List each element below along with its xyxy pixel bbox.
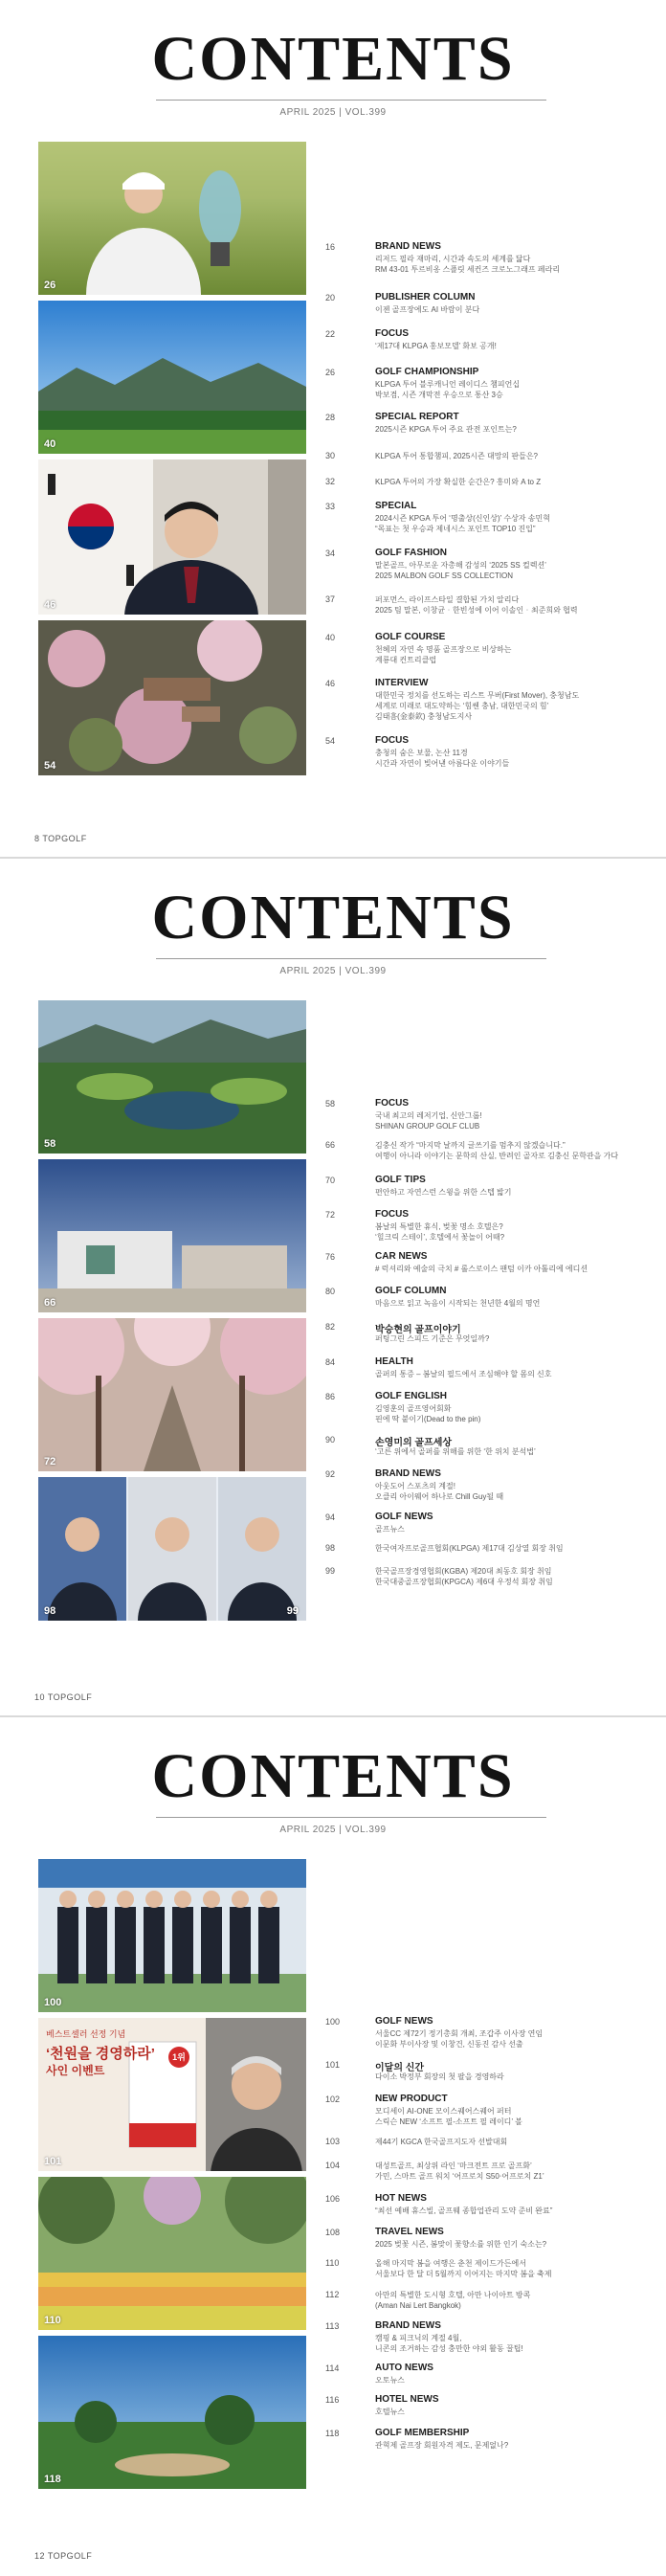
entry-page-number: 40 <box>325 633 336 642</box>
entry-line: 편안하고 자연스런 스윙을 위한 스텝 밟기 <box>375 1188 512 1197</box>
entry-line: 한국대중골프장협회(KPGCA) 제6대 우정석 회장 취임 <box>375 1578 553 1586</box>
page-footer: 8 TOPGOLF <box>34 834 87 843</box>
entry-category: 이달의 신간 <box>375 2063 425 2073</box>
entry-category: INTERVIEW <box>375 678 429 688</box>
entry-line: 오클리 아이웨어 하나로 Chill Guy될 때 <box>375 1492 504 1501</box>
entry-page-number: 118 <box>325 2429 340 2438</box>
entry-category: GOLF CHAMPIONSHIP <box>375 367 479 377</box>
entry-line: 핀에 딱 붙이기(Dead to the pin) <box>375 1415 481 1423</box>
entry-line: ‘힐크릭 스테이’, 호텔에서 꽃놀이 어때? <box>375 1233 505 1242</box>
entry-page-number: 80 <box>325 1287 336 1296</box>
photo-golf-resort-aerial[interactable] <box>38 1000 306 1154</box>
entry-line: 관혁제 골프장 회원자격 제도, 문제없나? <box>375 2441 509 2450</box>
entry-page-number: 90 <box>325 1435 336 1445</box>
entry-line: KLPGA 투어 통합챔피, 2025시즌 대망의 판들은? <box>375 452 539 460</box>
entry-category: GOLF MEMBERSHIP <box>375 2428 470 2438</box>
photo-museum-building[interactable] <box>38 1159 306 1312</box>
entry-line: 마음으로 읽고 녹음이 시작되는 천년한 4월의 명언 <box>375 1299 541 1308</box>
entry-line: 니콘의 조거하는 감성 충만한 야외 활동 꿀팁! <box>375 2344 523 2353</box>
photo-tulip-garden[interactable] <box>38 2177 306 2330</box>
photo-cherry-blossom-road[interactable] <box>38 1318 306 1471</box>
entry-category: PUBLISHER COLUMN <box>375 292 476 302</box>
entry-line: 국내 최고의 레저기업, 신안그룹! <box>375 1111 482 1120</box>
entry-line: 이문화 부이사장 및 이창건, 신동진 감사 선출 <box>375 2040 523 2049</box>
entry-category: BRAND NEWS <box>375 241 441 252</box>
entry-line: 골프뉴스 <box>375 1525 405 1534</box>
entry-line: 여행이 아니라 이야기는 문학의 산실, 반려인 골자로 김충신 문학관을 가다 <box>375 1152 619 1160</box>
entry-page-number: 100 <box>325 2017 341 2027</box>
photo-aerial-blossoms[interactable] <box>38 620 306 775</box>
entry-page-number: 37 <box>325 594 336 604</box>
entry-page-number: 30 <box>325 451 336 460</box>
entry-page-number: 20 <box>325 293 336 302</box>
entry-page-number: 114 <box>325 2363 340 2373</box>
photo-page-number: 72 <box>44 1456 56 1467</box>
entry-line: 세계로 미래로 대도약하는 ‘힘쎈 충남, 대한민국의 힘’ <box>375 702 549 710</box>
photo-golf-course[interactable] <box>38 301 306 454</box>
entry-line: 김태흠(金泰欽) 충청남도지사 <box>375 712 473 721</box>
entry-category: HOT NEWS <box>375 2193 427 2204</box>
entry-page-number: 26 <box>325 368 336 377</box>
contents-page-3 <box>0 1717 666 2574</box>
entry-line: # 럭셔리와 예술의 극치 # 롤스로이스 팬텀 이카 아톨리에 에디션 <box>375 1265 588 1273</box>
bestseller-badge: 1위 <box>168 2047 189 2068</box>
entry-category: GOLF ENGLISH <box>375 1391 447 1401</box>
photo-book-author[interactable] <box>38 2018 306 2171</box>
entry-line: 2025 벚꽃 시즌, 봄맞이 꽃향소를 위한 인기 숙소는? <box>375 2240 547 2249</box>
entry-category: 박승현의 골프이야기 <box>375 1325 461 1335</box>
entry-line: 2025 MALBON GOLF SS COLLECTION <box>375 571 514 580</box>
entry-page-number: 72 <box>325 1210 336 1220</box>
entry-page-number: 113 <box>325 2321 340 2331</box>
entry-line: 충청의 숨은 보물, 논산 11경 <box>375 749 468 757</box>
entry-line: 다이소 박정부 회장의 첫 팔을 경영하라 <box>375 2072 504 2081</box>
entry-page-number: 28 <box>325 413 336 422</box>
entry-line: 골퍼의 통증 – 봄날의 필드에서 조심해야 할 몸의 신호 <box>375 1370 552 1378</box>
issue-label: APRIL 2025 | VOL.399 <box>279 966 387 976</box>
entry-category: SPECIAL REPORT <box>375 412 459 422</box>
entry-page-number: 34 <box>325 549 336 558</box>
photo-golfer-trophy[interactable] <box>38 142 306 295</box>
entry-line: 천혜의 자연 속 명품 골프장으로 비상하는 <box>375 645 512 654</box>
entry-page-number: 54 <box>325 736 336 746</box>
entry-page-number: 92 <box>325 1469 336 1479</box>
entry-page-number: 82 <box>325 1322 336 1332</box>
entry-line: 김영훈의 골프영어회화 <box>375 1404 452 1413</box>
entry-line: “목표는 첫 우승과 제네시스 포인트 TOP10 진입” <box>375 525 536 533</box>
entry-page-number: 86 <box>325 1392 336 1401</box>
entry-line: 대한민국 정치를 선도하는 리스트 무버(First Mover), 충청남도 <box>375 691 580 700</box>
entry-line: 퍼팅그린 스피드 기준은 무엇일까? <box>375 1334 490 1343</box>
title-divider <box>156 958 546 959</box>
photo-page-number: 40 <box>44 438 56 450</box>
entry-category: BRAND NEWS <box>375 2320 441 2331</box>
entry-category: FOCUS <box>375 328 409 339</box>
entry-line: 올해 마지막 봄을 여행은 춘천 제이드가든에서 <box>375 2259 526 2268</box>
entry-category: FOCUS <box>375 1098 409 1109</box>
entry-line: 호텔뉴스 <box>375 2408 405 2416</box>
entry-page-number: 32 <box>325 477 336 486</box>
photo-page-number: 101 <box>44 2156 62 2167</box>
entry-line: 오토뉴스 <box>375 2376 405 2385</box>
entry-category: GOLF NEWS <box>375 2016 433 2027</box>
entry-line: 캠핑 & 피크닉의 계절 4월, <box>375 2334 462 2342</box>
entry-line: 2024시즌 KPGA 투어 ‘명출상(신인상)’ 수상자 송민혁 <box>375 514 550 523</box>
entry-category: HOTEL NEWS <box>375 2394 439 2405</box>
entry-line: 김충신 작가 “마지막 날까지 글쓰기를 멈추지 않겠습니다.” <box>375 1141 566 1150</box>
entry-line: 2025시즌 KPGA 투어 주요 관전 포인트는? <box>375 425 517 434</box>
entry-line: 서울보다 한 달 더 5월까지 이어지는 마지막 봄을 축제 <box>375 2270 552 2278</box>
entry-page-number: 106 <box>325 2194 341 2204</box>
entry-line: 한국골프장경영협회(KGBA) 제20대 최동호 회장 취임 <box>375 1567 552 1576</box>
entry-page-number: 110 <box>325 2258 340 2268</box>
contents-page-1 <box>0 0 666 857</box>
entry-page-number: 76 <box>325 1252 336 1262</box>
page-footer: 12 TOPGOLF <box>34 2551 93 2561</box>
entry-line: 가민, 스마트 골프 워치 ‘어프로치 S50‧어프로치 Z1’ <box>375 2172 544 2181</box>
entry-page-number: 16 <box>325 242 336 252</box>
entry-line: SHINAN GROUP GOLF CLUB <box>375 1122 480 1131</box>
entry-category: HEALTH <box>375 1356 413 1367</box>
entry-page-number: 104 <box>325 2161 341 2170</box>
entry-line: 대성트골프, 최상위 라인 ‘마크전트 프로 골프화’ <box>375 2162 532 2170</box>
entry-line: (Aman Nai Lert Bangkok) <box>375 2301 461 2310</box>
entry-line: 2025 팀 말본, 이창균‧한빈성에 이어 이솔인‧최준희와 협력 <box>375 606 578 615</box>
entry-page-number: 33 <box>325 502 336 511</box>
entry-page-number: 112 <box>325 2290 340 2299</box>
page-title: CONTENTS <box>151 883 515 952</box>
entry-category: 손영미의 골프세상 <box>375 1438 453 1448</box>
page-title: CONTENTS <box>151 24 515 94</box>
entry-category: BRAND NEWS <box>375 1468 441 1479</box>
entry-page-number: 22 <box>325 329 336 339</box>
entry-line: KLPGA 투어 블루캐니언 레이디스 챔피언십 <box>375 380 521 389</box>
entry-line: 퍼포먼스, 라이프스타일 결합된 가치 알리다 <box>375 595 520 604</box>
entry-category: GOLF TIPS <box>375 1175 426 1185</box>
entry-line: ‘제17대 KLPGA 홍보모델’ 화보 공개! <box>375 342 497 350</box>
photo-page-number: 26 <box>44 280 56 291</box>
photo-general-meeting-group[interactable] <box>38 1859 306 2012</box>
photo-page-number: 98 <box>44 1605 56 1617</box>
photo-golf-landscape[interactable] <box>38 2336 306 2489</box>
entry-page-number: 98 <box>325 1543 336 1553</box>
entry-page-number: 102 <box>325 2094 341 2104</box>
entry-page-number: 116 <box>325 2395 340 2405</box>
entry-line: “최선 예배 휴스빌, 골프웨 종합업관리 도약 준비 완료” <box>375 2206 553 2215</box>
entry-page-number: 103 <box>325 2137 341 2146</box>
entry-line: RM 43-01 투르비옹 스플릿 세컨즈 크로노그래프 페라리 <box>375 265 561 274</box>
entry-page-number: 84 <box>325 1357 336 1367</box>
entry-line: 이젠 골프장에도 AI 바람이 분다 <box>375 305 480 314</box>
entry-line: 아웃도어 스포츠의 계절! <box>375 1482 455 1490</box>
entry-line: 말본골프, 아무로운 자총해 감성의 ‘2025 SS 컬렉션’ <box>375 561 546 570</box>
title-divider <box>156 1817 546 1818</box>
book-event-subtitle: 사인 이벤트 <box>46 2064 105 2077</box>
entry-line: 모디세이 AI-ONE 모이스퀘어스퀘어 퍼터 <box>375 2107 512 2116</box>
photo-association-leaders[interactable] <box>38 1477 306 1621</box>
issue-label: APRIL 2025 | VOL.399 <box>279 1825 387 1835</box>
entry-category: AUTO NEWS <box>375 2363 433 2373</box>
photo-page-number: 58 <box>44 1138 56 1150</box>
title-divider <box>156 100 546 101</box>
entry-page-number: 94 <box>325 1512 336 1522</box>
photo-page-number: 110 <box>44 2315 61 2326</box>
book-event-title: ‘천원을 경영하라’ <box>46 2046 155 2062</box>
entry-line: 박보겸, 시즌 개막전 우승으로 통산 3승 <box>375 391 503 399</box>
entry-category: FOCUS <box>375 735 409 746</box>
entry-page-number: 58 <box>325 1099 336 1109</box>
entry-line: KLPGA 투어의 가장 확실한 순간은? 흥미와 A to Z <box>375 478 542 486</box>
page-title: CONTENTS <box>151 1741 515 1811</box>
entry-category: TRAVEL NEWS <box>375 2227 444 2237</box>
entry-line: ‘고른 위에서 골퍼를 위해를 위한 ‘한 위치 분석법’ <box>375 1447 536 1456</box>
entry-line: 봄날의 특별한 휴식, 벚꽃 명소 호텔은? <box>375 1222 503 1231</box>
entry-line: 리저드 필라 재마리, 시간과 속도의 세계를 닮다 <box>375 255 531 263</box>
page-footer: 10 TOPGOLF <box>34 1692 93 1702</box>
entry-line: 서울CC 제72기 정기총회 개최, 조갑주 이사장 연임 <box>375 2029 544 2038</box>
book-event-tag: 베스트셀러 선정 기념 <box>46 2029 126 2039</box>
entry-category: SPECIAL <box>375 501 417 511</box>
photo-page-number: 66 <box>44 1297 56 1309</box>
entry-category: GOLF COLUMN <box>375 1286 447 1296</box>
entry-category: NEW PRODUCT <box>375 2094 448 2104</box>
photo-page-number: 100 <box>44 1997 62 2008</box>
photo-page-number: 46 <box>44 599 56 611</box>
entry-line: 시간과 자연이 빚어낸 아름다운 이야기들 <box>375 759 510 768</box>
entry-page-number: 66 <box>325 1140 336 1150</box>
entry-line: 스릭슨 NEW ‘소프트 필-소프트 필 레이디’ 볼 <box>375 2117 522 2126</box>
entry-line: 계룡대 컨트리클럽 <box>375 656 437 664</box>
photo-page-number: 54 <box>44 760 56 772</box>
entry-page-number: 101 <box>325 2060 341 2070</box>
contents-page-2 <box>0 859 666 1715</box>
photo-governor-portrait[interactable] <box>38 459 306 615</box>
entry-page-number: 108 <box>325 2228 341 2237</box>
entry-page-number: 70 <box>325 1176 336 1185</box>
photo-page-number: 118 <box>44 2474 61 2485</box>
entry-category: GOLF FASHION <box>375 548 447 558</box>
entry-page-number: 46 <box>325 679 336 688</box>
entry-line: 아만의 특별한 도시형 호텔, 아만 나이아트 방콕 <box>375 2291 531 2299</box>
entry-category: GOLF COURSE <box>375 632 446 642</box>
entry-line: 한국여자프로골프협회(KLPGA) 제17대 김상열 회장 취임 <box>375 1544 564 1553</box>
entry-page-number: 99 <box>325 1566 336 1576</box>
issue-label: APRIL 2025 | VOL.399 <box>279 107 387 118</box>
entry-category: FOCUS <box>375 1209 409 1220</box>
entry-line: 제44기 KGCA 한국골프지도자 선발대회 <box>375 2138 508 2146</box>
entry-category: CAR NEWS <box>375 1251 428 1262</box>
entry-category: GOLF NEWS <box>375 1512 433 1522</box>
photo-page-number: 99 <box>286 1605 299 1617</box>
